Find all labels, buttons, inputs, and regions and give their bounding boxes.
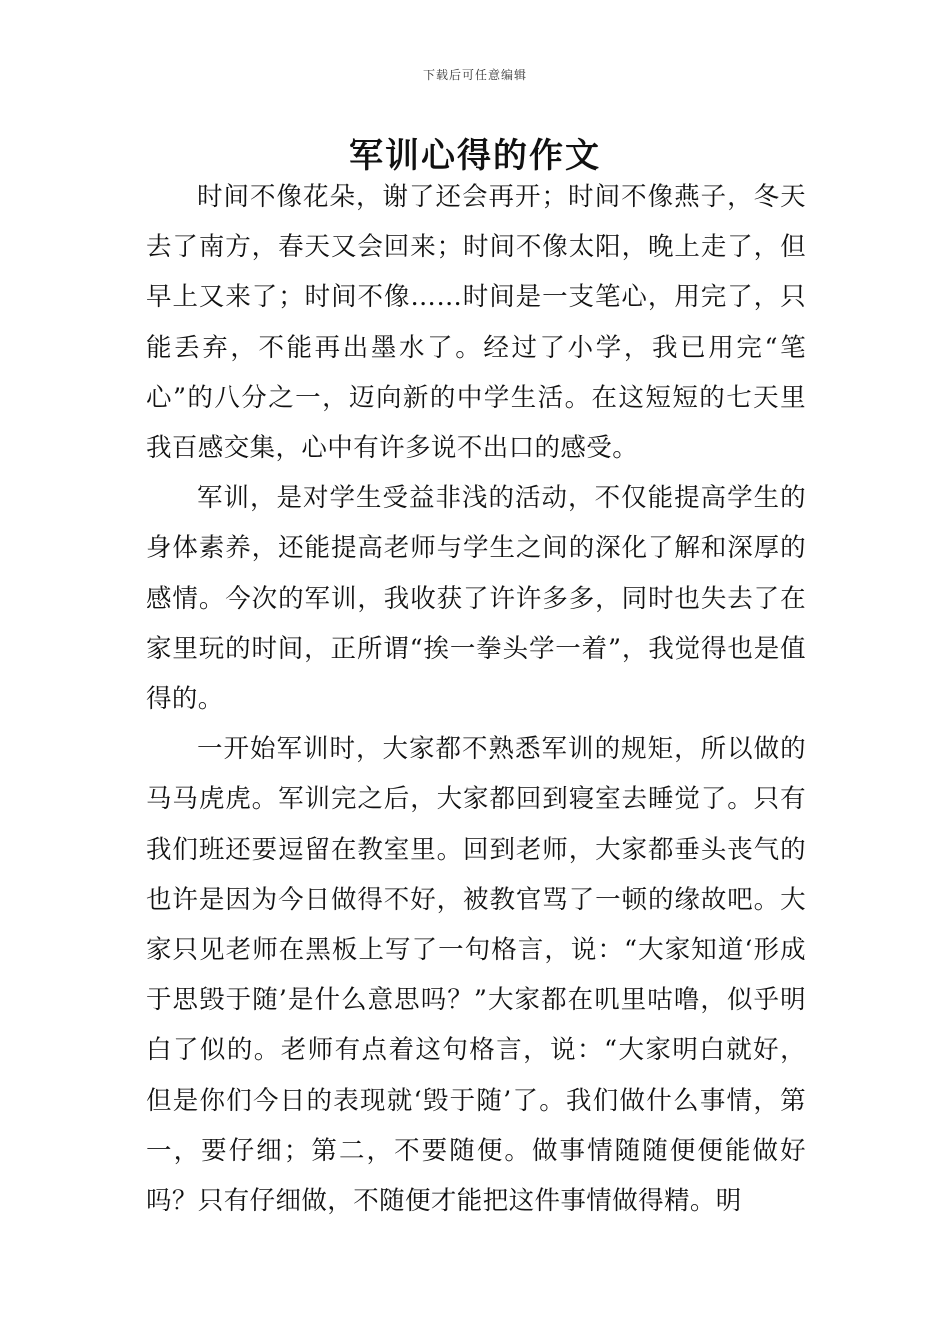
- paragraph-1: 时间不像花朵，谢了还会再开；时间不像燕子，冬天去了南方，春天又会回来；时间不像太阳，晚上走了，但早上又来了；时间不像……时间是一支笔心，用完了，只能丢弃，不能再出墨水了。经过了小学，我已用完“笔心”的八分之一，迈向新的中学生活。在这短短的七天里我百感交集，心中有许多说不出口的感受。: [146, 182, 806, 464]
- paragraph-2: 军训，是对学生受益非浅的活动，不仅能提高学生的身体素养，还能提高老师与学生之间的深化了解和深厚的感情。今次的军训，我收获了许许多多，同时也失去了在家里玩的时间，正所谓“挨一拳头学一着”，我觉得也是值得的。: [146, 483, 806, 715]
- document-body: [146, 172, 806, 1226]
- document-title: 军训心得的作文: [349, 136, 601, 176]
- page-header-note: 下载后可任意编辑: [422, 68, 527, 82]
- paragraph-3: 一开始军训时，大家都不熟悉军训的规矩，所以做的马马虎虎。军训完之后，大家都回到寝室去睡觉了。只有我们班还要逗留在教室里。回到老师，大家都垂头丧气的也许是因为今日做得不好，被教官骂了一顿的缘故吧。大家只见老师在黑板上写了一句格言，说：“大家知道‘形成于思毁于随’是什么意思吗？”大家都在叽里咕噜，似乎明白了似的。老师有点着这句格言，说：“大家明白就好，但是你们今日的表现就‘毁于随’了。我们做什么事情，第一，要仔细；第二，不要随便。做事情随随便便能做好吗？只有仔细做，不随便才能把这件事情做得精。明: [146, 734, 806, 1217]
